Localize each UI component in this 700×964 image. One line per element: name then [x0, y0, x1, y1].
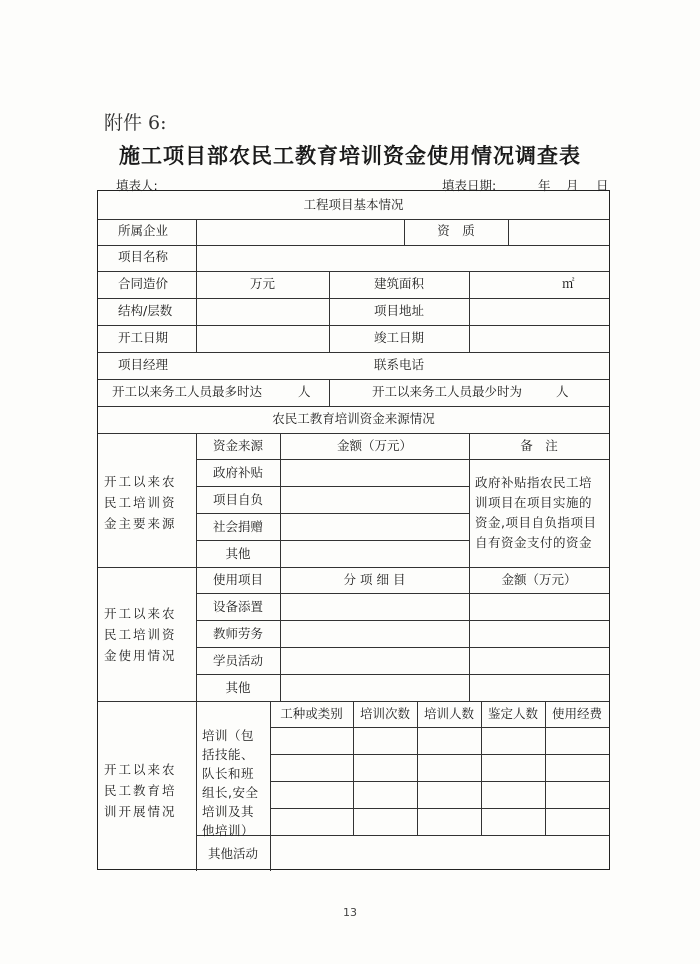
form-title: 施工项目部农民工教育培训资金使用情况调查表: [119, 144, 581, 168]
project-name-label: 项目名称: [118, 249, 169, 264]
attachment-label: 附件 6:: [104, 112, 167, 134]
survey-table: [97, 190, 610, 870]
usage-row-label: 开工以来农民工培训资金使用情况: [104, 606, 177, 663]
qualification-label: 资 质: [437, 223, 475, 238]
funding-col-remark: 备 注: [520, 438, 558, 453]
area-unit: ㎡: [562, 276, 575, 291]
funding-section-title: 农民工教育培训资金来源情况: [272, 411, 435, 426]
training-col-trainees: 培训人数: [423, 706, 474, 721]
max-person-unit: 人: [298, 384, 311, 399]
usage-item-other: 其他: [225, 680, 251, 695]
min-workers-label: 开工以来务工人员最少时为: [372, 384, 523, 399]
fill-date-label: 填表日期:: [442, 178, 497, 193]
usage-col-item: 使用项目: [212, 572, 263, 587]
usage-item-equipment: 设备添置: [212, 599, 263, 614]
max-workers-label: 开工以来务工人员最多时达: [112, 384, 263, 399]
end-date-label: 竣工日期: [373, 330, 424, 345]
funding-source-donation: 社会捐赠: [212, 519, 263, 534]
training-col-certified: 鉴定人数: [487, 706, 538, 721]
usage-col-amount: 金额（万元）: [501, 572, 577, 587]
usage-item-teacher: 教师劳务: [212, 626, 263, 641]
funding-source-project: 项目自负: [212, 492, 263, 507]
day-label: 日: [596, 178, 609, 193]
building-area-label: 建筑面积: [373, 276, 424, 291]
training-col-type: 工种或类别: [280, 706, 343, 721]
price-unit: 万元: [249, 276, 275, 291]
training-sub-label: 培训（包括技能、队长和班组长,安全培训及其他培训）: [202, 728, 259, 838]
training-row-label: 开工以来农民工教育培训开展情况: [104, 762, 177, 819]
funding-col-source: 资金来源: [212, 438, 263, 453]
funding-row-label: 开工以来农民工培训资金主要来源: [104, 474, 177, 531]
filler-label: 填表人:: [116, 178, 158, 193]
usage-item-student: 学员活动: [212, 653, 263, 668]
structure-label: 结构/层数: [118, 303, 173, 318]
funding-col-amount: 金额（万元）: [336, 438, 412, 453]
min-person-unit: 人: [556, 384, 569, 399]
usage-col-detail: 分 项 细 目: [343, 572, 406, 587]
page-number: 13: [343, 906, 357, 919]
phone-label: 联系电话: [373, 357, 424, 372]
funding-remark-text: 政府补贴指农民工培训项目在项目实施的资金,项目自负指项目自有资金支付的资金: [475, 475, 597, 550]
contract-price-label: 合同造价: [118, 276, 169, 291]
training-col-expense: 使用经费: [551, 706, 602, 721]
basic-section-title: 工程项目基本情况: [303, 197, 404, 212]
address-label: 项目地址: [373, 303, 424, 318]
company-label: 所属企业: [118, 223, 169, 238]
funding-source-government: 政府补贴: [212, 465, 263, 480]
training-other-activities: 其他活动: [207, 846, 258, 861]
funding-source-other: 其他: [225, 546, 251, 561]
training-col-sessions: 培训次数: [359, 706, 410, 721]
year-label: 年: [538, 178, 551, 193]
start-date-label: 开工日期: [118, 330, 169, 345]
month-label: 月: [566, 178, 579, 193]
manager-label: 项目经理: [118, 357, 169, 372]
